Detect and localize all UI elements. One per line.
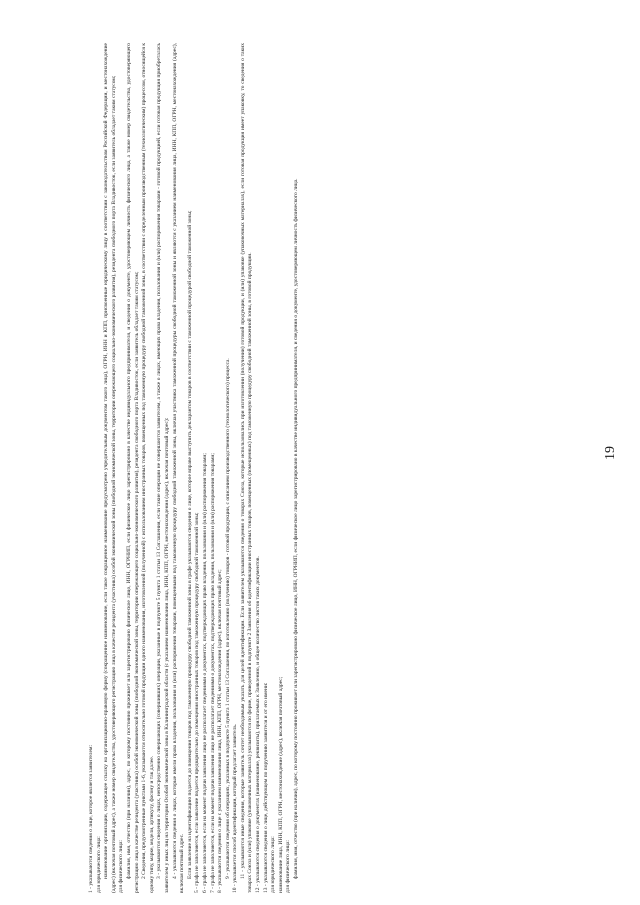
page-number: 19 [603, 446, 618, 460]
footnote-3: 3 - указываются сведения о лицах, непосредственно совершающих (совершивших) операции, указанные в подпункте 5 пункта 1 статьи 13 Соглашения, если такие операции не совершаются заявителем, а также о лицах, имеющих права владения, пользования и (или) распоряжения товарами - готовой продукцией, если готовая продукция приобреталась заявителем у иных лиц на территории Особой экономической зоны в Калининградской области (с указанием наименования лица, ИНН, КПП, ОГРН, местонахождения (адрес), включая почтовый адрес): [156, 43, 170, 893]
footnote-5: 5 - графа не заполняется, если заявление подается предварительно до помещения иностранных товаров под таможенную процедуру свободной таможенной зоны; [194, 512, 201, 893]
footnotes-block [88, 43, 578, 893]
footnote-1-physical-text: фамилия, имя, отчество (при наличии), адрес, по которому постоянно проживает или зарегистрировано физическое лицо, ИНН, ОГРНИП, если физическое лицо зарегистрировано в качестве индивидуального предпринимателя, и сведения о документе, удостоверяющем личность физического лица, а также номер свидетельства, удостоверяющего регистрацию лица в качестве резидента (участника) особой экономической зоны (свободной экономической зоны, территории опережающего социально-экономического развития), резидента свободного порта Владивосток, если заявитель обладает таким статусом; [125, 43, 140, 893]
footnote-1-legal-heading: для юридического лица: [95, 836, 102, 893]
footnote-12: 12 - указываются сведения о документах (наименование, реквизиты), прилагаемых к Заявлению, и общее количество листов таких документов. [255, 556, 262, 893]
footnote-11: 11 - указываются иные сведения, которые заявитель сочтет необходимым указать для целей идентификации. Если заявителем указываются сведения о товарах Союза, которые использовались при изготовлении (получении) готовой продукции, и (или) упаковке (упаковочных материалах), если готовая продукция имеет упаковку, то сведения о таких товарах Союза и (или) упаковке (упаковочных материалах) указываются по форме, приведенной в подпункте 2 Заявления об идентификации иностранных товаров, помещенных (помещенных) под таможенную процедуру свободной таможенной зоны, в готовой продукции. [239, 43, 254, 893]
footnote-10: 10 - указывается способ идентификации, который предлагает заявитель. [232, 723, 239, 893]
footnote-4: 4 - указываются сведения о лицах, которые имели права владения, пользования и (или) распоряжения товарами, помещенными под таможенную процедуру свободной таможенной зоны, включая участника таможенной процедуры свободной таможенной зоны и являются с указанием наименования лица, ИНН, КПП, ОГРН, местонахождения (адрес), включая почтовый адрес. [171, 43, 186, 893]
footnote-9: 9 - указываются сведения об операциях, указанных в подпункте 5 пункта 1 статьи 13 Соглашения, по изготовлению (получению) товаров - готовой продукции, с описанием производственного (технологического) процесса. [224, 358, 231, 879]
footnote-8: 8 - указываются сведения о лице с указанием наименования лица, ИНН, КПП, ОГРН, местонахождения (адрес), включая почтовый адрес; [217, 569, 224, 893]
footnote-13-legal-heading: для юридического лица: [270, 836, 277, 893]
footnote-1: 1 - указываются сведения о лице, которое является заявителем: [88, 745, 94, 893]
footnote-7: 7 - графа не заполняется, если на момент подачи заявления лицо не располагает сведениями о документах, подтверждающих право владения, пользования и (или) распоряжения товарами; [209, 453, 216, 893]
footnote-1-physical-heading: для физического лица: [118, 840, 125, 893]
footnote-1-legal-text: наименование организации, содержащее ссылку на организационно-правовую форму (сокращенное наименование, если такое сокращенное наименование предусмотрено учредительным документом такого лица), ОГРН, ИНН и КПП, присвоенные юридическому лицу в соответствии с законодательством Российской Федерации, и местонахождение (адрес) (включая почтовый адрес), а также номер свидетельства, удостоверяющего регистрацию лица в качестве резидента (участника) особой экономической зоны (свободной экономической зоны, территории опережающего социально-экономического развития), резидента свободного порта Владивосток, если заявитель обладает таким статусом; [103, 43, 117, 893]
footnote-13-physical-heading: для физического лица: [285, 840, 292, 893]
footnote-13-physical-text: фамилия, имя, отчество (при наличии), адрес, по которому постоянно проживает или зарегистрировано физическое лицо, ИНН, ОГРНИП, если физическое лицо зарегистрировано в качестве индивидуального предпринимателя, и сведения о документе, удостоверяющем личность физического лица. [293, 178, 300, 879]
footnote-4-note: Если заявление на идентификацию подается до помещения товаров под таможенную процедуру свободной таможенной зоны в графе указываются сведения о лице, которое вправе выступить декларантом товаров в соответствии с таможенной процедурой свободной таможенной зоны; [186, 210, 193, 879]
footnote-2: 2 Сведения, предусмотренные пунктами 1-6, указываются относительно готовой продукции одного наименования, изготовленной (полученной) с использованием иностранных товаров, помещенных под таможенную процедуру свободной таможенной зоны, в соответствии с определенным производственным (технологическим) процессом, относящейся к одному типу, марке, модели, артикулу, фасону и так далее. [141, 43, 155, 893]
footnote-13: 13 - указываются сведения о лице, действующем по поручению заявителя и от его имени: [262, 682, 269, 893]
footnote-13-legal-text: наименование лица, ИНН, КПП, ОГРН, местонахождение (адрес), включая почтовый адрес; [277, 676, 284, 893]
footnote-6: 6 - графа не заполняется, если на момент подачи заявления лицо не располагает сведениями о документах, подтверждающих право владения, пользования и (или) распоряжения товарами; [201, 453, 208, 893]
